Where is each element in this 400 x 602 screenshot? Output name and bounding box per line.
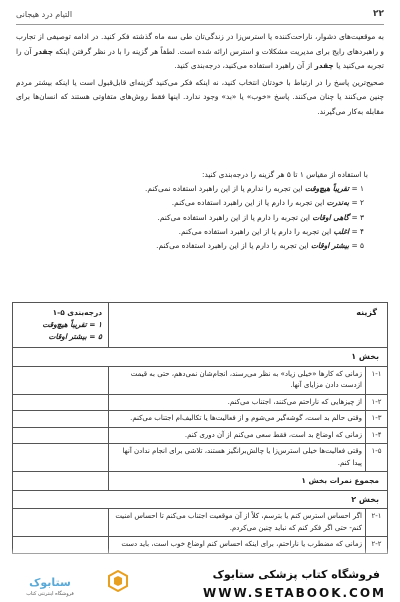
table-row xyxy=(13,411,388,428)
intro-paragraph-1: به موقعیت‌های دشوار، ناراحت‌کننده یا استرس‌زا در زندگی‌تان طی سه ماه گذشته فکر کنید. در ادامه توصیفی از تجارب و راهبردهای رایج برای مدیریت مشکلات و استرس ارائه شده است. لطفاً هر گزینه را با در نظر گرفتن اینکه چقدر آن را تجربه می‌کنید یا چقدر از آن راهبرد استفاده می‌کنید، درجه‌بندی کنید. xyxy=(16,32,384,70)
column-header-rating: درجه‌بندی ۵-۱ ۱ = تقریباً هیچ‌وقت ۵ = بیشتر اوقات xyxy=(13,303,109,348)
sum-cell[interactable] xyxy=(13,472,109,491)
item-number: ۲-۲ xyxy=(366,537,388,554)
shop-name: فروشگاه کتاب پزشکی ستابوک xyxy=(212,568,380,581)
item-text: از چیزهایی که ناراحتم می‌کنند، اجتناب می‌کنم. xyxy=(109,394,366,411)
svg-text:فروشگاه اینترنتی کتاب: فروشگاه اینترنتی کتاب xyxy=(26,591,74,597)
rating-scale xyxy=(40,168,368,253)
section-row xyxy=(13,490,388,509)
table-row xyxy=(13,427,388,444)
rating-cell[interactable] xyxy=(13,411,109,428)
item-text: وقتی حالم بد است، گوشه‌گیر می‌شوم و از فعالیت‌ها یا تکالیف‌ام اجتناب می‌کنم. xyxy=(109,411,366,428)
website-address[interactable]: WWW.SETABOOK.COM xyxy=(202,586,386,600)
header-rule xyxy=(16,24,384,25)
rating-cell[interactable] xyxy=(13,427,109,444)
svg-text:ستابوک: ستابوک xyxy=(29,576,71,589)
item-number: ۱-۲ xyxy=(366,394,388,411)
rating-cell[interactable] xyxy=(13,509,109,537)
item-text: وقتی فعالیت‌ها خیلی استرس‌زا یا چالش‌برانگیز هستند، تلاشی برای انجام ندادن آنها پیدا کنم. xyxy=(109,444,366,472)
book-icon xyxy=(108,570,128,592)
item-number: ۲-۱ xyxy=(366,509,388,537)
setabook-logo xyxy=(10,572,90,598)
section-title: بخش ۱ xyxy=(13,348,388,367)
sum-label: مجموع نمرات بخش ۱ xyxy=(109,472,388,491)
item-number: ۱-۳ xyxy=(366,411,388,428)
item-text: اگر احساس استرس کنم یا بترسم، کلاً از آن موقعیت اجتناب می‌کنم تا احساس امنیت کنم- حتی اگر فکر کنم که نباید چنین می‌کردم. xyxy=(109,509,366,537)
item-text: زمانی که مضطرب یا ناراحتم، برای اینکه احساس کنم اوضاع خوب است، باید دست xyxy=(109,537,366,554)
questionnaire-table xyxy=(12,302,388,554)
rating-cell[interactable] xyxy=(13,444,109,472)
table-row xyxy=(13,394,388,411)
scale-item: ۳ = گاهی اوقات این تجربه را دارم یا از این راهبرد استفاده می‌کنم. xyxy=(157,212,364,222)
sum-row xyxy=(13,472,388,491)
table-row xyxy=(13,444,388,472)
rating-cell[interactable] xyxy=(13,394,109,411)
section-row xyxy=(13,348,388,367)
item-number: ۱-۴ xyxy=(366,427,388,444)
item-number: ۱-۵ xyxy=(366,444,388,472)
scale-intro: با استفاده از مقیاس ۱ تا ۵ هر گزینه را درجه‌بندی کنید: xyxy=(201,170,368,179)
section-title: بخش ۲ xyxy=(13,490,388,509)
running-title: التیام درد هیجانی xyxy=(16,9,73,19)
item-number: ۱-۱ xyxy=(366,366,388,394)
scale-item: ۴ = اغلب این تجربه را دارم یا از این راهبرد استفاده می‌کنم. xyxy=(178,226,364,236)
scale-item: ۲ = به‌ندرت این تجربه را دارم یا از این راهبرد استفاده می‌کنم. xyxy=(171,198,364,208)
column-header-option: گزینه xyxy=(109,303,388,348)
scale-item: ۵ = بیشتر اوقات این تجربه را دارم یا از این راهبرد استفاده می‌کنم. xyxy=(156,241,364,251)
table-header-row xyxy=(13,303,388,348)
scale-item: ۱ = تقریباً هیچ‌وقت این تجربه را ندارم یا از این راهبرد استفاده نمی‌کنم. xyxy=(145,184,364,194)
page-header xyxy=(16,6,384,22)
intro-text xyxy=(16,30,384,119)
rating-cell[interactable] xyxy=(13,366,109,394)
table-row xyxy=(13,509,388,537)
item-text: زمانی که اوضاع بد است، فقط سعی می‌کنم از آن دوری کنم. xyxy=(109,427,366,444)
page-number: ۲۲ xyxy=(373,9,384,19)
intro-paragraph-2: صحیح‌ترین پاسخ را در ارتباط با خودتان انتخاب کنید، نه اینکه فکر می‌کنید گزینه‌ای قابل‌قبول است یا اینکه بیشتر مردم چنین می‌کنند یا چنان می‌کنند. پاسخ «خوب» یا «بد» وجود ندارد. اینها فقط روش‌های متفاوتی هستند که انسان‌ها برای مقابله به‌کار می‌گیرند. xyxy=(16,77,384,116)
table-row xyxy=(13,366,388,394)
item-text: زمانی که کارها «خیلی زیاد» به نظر می‌رسند، انجام‌شان نمی‌دهم، حتی به قیمت ازدست دادن مزایای آنها. xyxy=(109,366,366,394)
